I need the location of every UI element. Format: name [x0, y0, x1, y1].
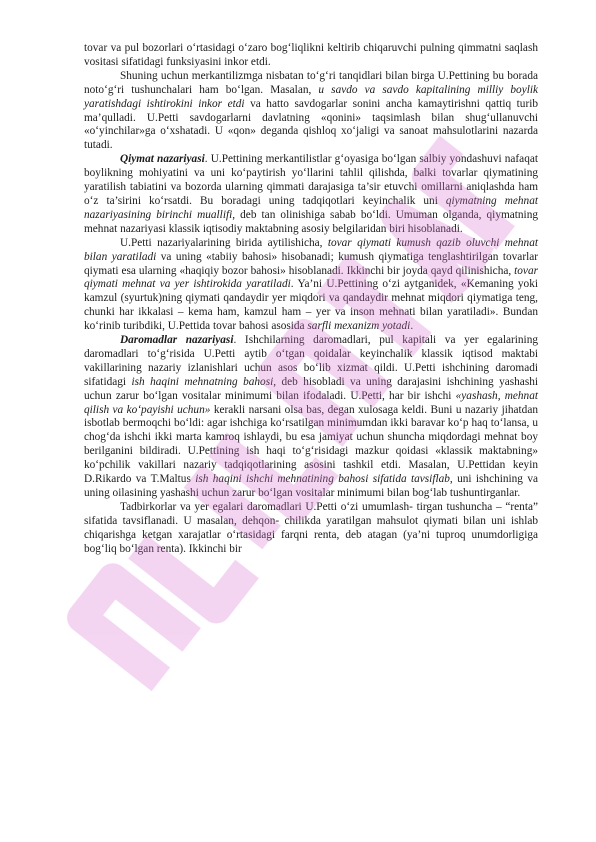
- text-run: , deb tan olinishiga sabab bo‘ldi. Umuman olganda, qiymatning mehnat nazariyasi klassik iqtisodiy maktabning asosiy belgilaridan biri hisoblanadi.: [84, 208, 538, 235]
- text-run: . Ya’ni U.Pettining o‘zi aytganidek, «Kemaning yoki kamzul (syurtuk)ning qiymati qandaydir yer miqdori va qandaydir mehnat miqdori qiymatiga teng, chunki har ikkalasi – kema ham, kamzul ham – yer va inson mehnati bilan yaratiladi». Bundan ko‘rinib turibdiki, U.Pettida tovar bahosi asosida: [84, 278, 538, 333]
- text-run: Tadbirkorlar va yer egalari daromadlari U.Petti o‘zi umumlash- tirgan tushuncha – “renta” sifatida tavsiflanadi. U masalan, dehqon- chilikda yaratilgan mahsulot qiymati bilan uni ishlab chiqarishga ketgan xarajatlar o‘rtasidagi farqni renta, deb atagan (ya’ni tuproq unumdorligiga bog‘liq bo‘lgan renta). Ikkinchi bir: [84, 500, 538, 555]
- paragraph: [84, 501, 538, 557]
- emphasized-text: «yashash, mehnat qilish va ko‘payishi uchun»: [84, 389, 538, 416]
- document-body: [84, 42, 538, 557]
- paragraph: [84, 237, 538, 334]
- emphasized-text: tovar qiymati mehnat va yer ishtirokida yaratiladi: [84, 264, 538, 291]
- text-run: , deb hisobladi va uning darajasini ishchining yashashi uchun zarur bo‘lgan vositalar minimumi bilan ifodaladi. U.Petti, har bir ishchi: [84, 375, 539, 402]
- emphasized-text: sarfli mexanizm yotadi: [307, 320, 411, 333]
- emphasized-text: Daromadlar nazariyasi: [120, 334, 234, 347]
- paragraph: [84, 334, 538, 501]
- emphasized-text: tovar qiymati kumush qazib oluvchi mehnat bilan yaratiladi: [84, 236, 538, 263]
- text-run: , uni ishchining va uning oilasining yashashi uchun zarur bo‘lgan vositalar minimumi bilan bog‘lab tushuntirganlar.: [84, 473, 538, 499]
- text-run: va hatto savdogarlar sonini ancha kamaytirishni qattiq turib ma’qulladi. U.Petti savdogarlarni davlatning «qonini» taqsimlash bilan shug‘ullanuvchi «o‘yinchilar»ga o‘xshatadi. U «qon» deganda qishloq xo‘jaligi va sanoat mahsulotlarini nazarda tutadi.: [84, 97, 538, 152]
- emphasized-text: ish haqini ishchi mehnatining bahosi sifatida tavsiflab: [195, 473, 450, 486]
- paragraph: [84, 153, 538, 236]
- emphasized-text: u savdo va savdo kapitalining milliy boylik yaratishdagi ishtirokini inkor etdi: [84, 83, 538, 110]
- text-run: kerakli narsani olsa bas, degan xulosaga keldi. Buni u nazariy jihatdan isbotlab bermoqchi bo‘ldi: agar ishchiga ko‘rsatilgan minimumdan ikki baravar ko‘p haq to‘lansa, u chog‘da ishchi ikki marta kamroq ishlaydi, bu esa jamiyat uchun shuncha miqdordagi mehnat boy berilganini bildiradi. U.Pettining ish haqi to‘g‘risidagi mazkur qoidasi «klassik maktabning» ko‘pchilik vakillari nazariy tadqiqotlarining asosini tashkil etdi. Masalan, U.Pettidan keyin D.Rikardo va T.Maltus: [84, 403, 538, 486]
- text-run: . Ishchilarning daromadlari, pul kapitali va yer egalarining daromadlari to‘g‘risida U.Petti aytib o‘tgan qoidalar keyinchalik klassik iqtisod maktabi vakillarining nazariy izlanishlari uchun asos bo‘lib xizmat qildi. U.Petti ishchining daromadi sifatidagi: [84, 334, 538, 388]
- text-run: Shuning uchun merkantilizmga nisbatan to‘g‘ri tanqidlari bilan birga U.Pettining bu borada noto‘g‘ri tushunchalari ham bo‘lgan. Masalan,: [84, 69, 538, 96]
- emphasized-text: Qiymat nazariyasi: [120, 153, 205, 166]
- text-run: U.Petti nazariyalarining birida aytilishicha,: [120, 236, 328, 249]
- text-run: .: [410, 320, 414, 333]
- paragraph: [84, 70, 538, 153]
- text-run: . U.Pettining merkantilistlar g‘oyasiga bo‘lgan salbiy yondashuvi nafaqat boylikning mohiyatini va uni ko‘paytirish yo‘llarini tahlil qilishda, balki tovarlar qiymatining yaratilish tabiatini va bozorda ularning qimmati darajasiga ta’sir etuvchi omillarni aniqlashda ham o‘z ta’sirini ko‘rsatdi. Bu boradagi uning tadqiqotlari keyinchalik uni: [84, 153, 538, 207]
- paragraph: [84, 42, 538, 70]
- emphasized-text: qiymatning mehnat nazariyasining birinchi muallifi: [84, 194, 538, 221]
- text-run: va uning «tabiiy bahosi» hisobanadi; kumush qiymatiga tenglashtirilgan tovarlar qiymati esa ularning «haqiqiy bozor bahosi» hisoblanadi. Ikkinchi bir joyda qayd qilinishicha,: [84, 250, 538, 277]
- text-run: tovar va pul bozorlari o‘rtasidagi o‘zaro bog‘liqlikni keltirib chiqaruvchi pulning qimmatni saqlash vositasi sifatidagi funksiyasini inkor etdi.: [84, 42, 538, 68]
- emphasized-text: ish haqini mehnatning bahosi: [131, 375, 274, 388]
